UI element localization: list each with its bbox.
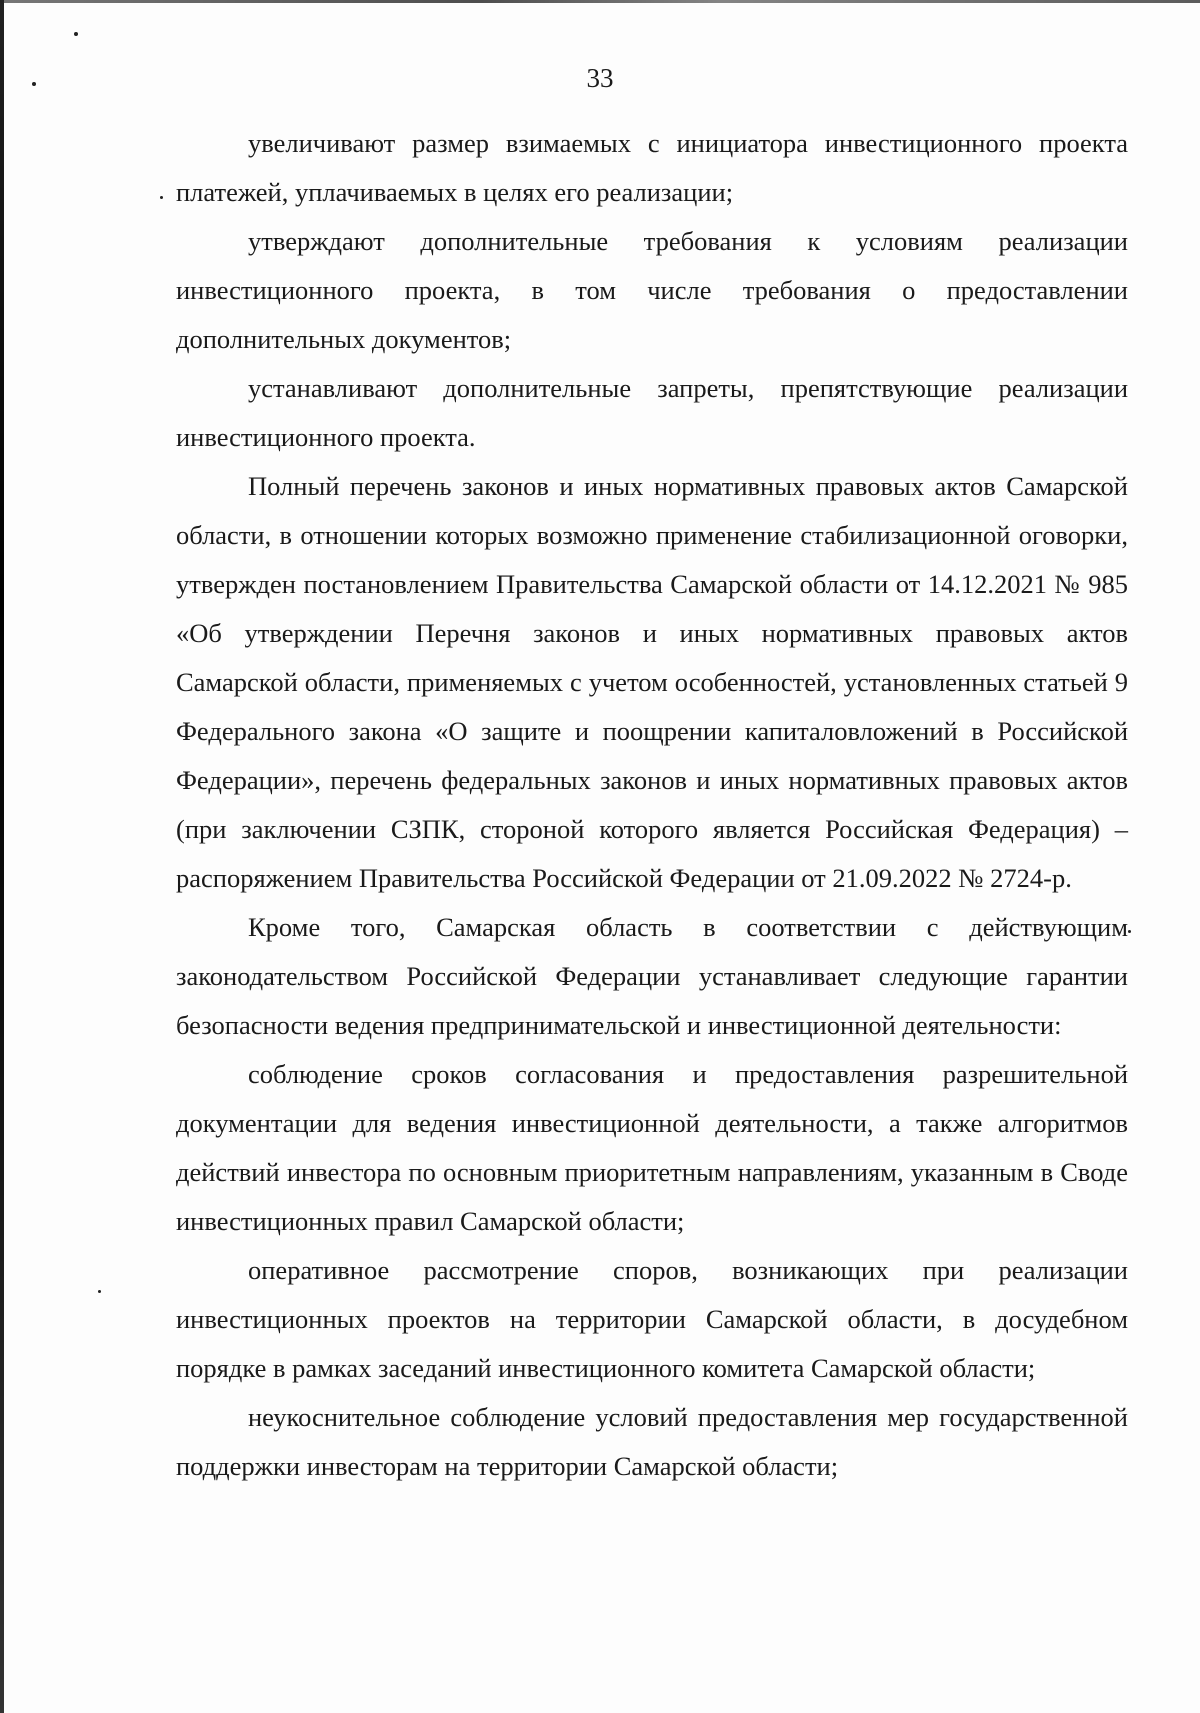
paragraph: оперативное рассмотрение споров, возникающих при реализации инвестиционных проектов на территории Самарской области, в досудебном порядке в рамках заседаний инвестиционного комитета Самарской области; <box>176 1255 1128 1383</box>
paragraph: соблюдение сроков согласования и предоставления разрешительной документации для ведения инвестиционной деятельности, а также алгоритмов действий инвестора по основным приоритетным направлениям, указанным в Своде инвестиционных правил Самарской области; <box>176 1059 1128 1236</box>
paragraph: устанавливают дополнительные запреты, препятствующие реализации инвестиционного проекта. <box>176 373 1128 452</box>
paragraph: неукоснительное соблюдение условий предоставления мер государственной поддержки инвесторам на территории Самарской области; <box>176 1402 1128 1481</box>
scan-speck <box>1128 930 1131 933</box>
scan-speck <box>98 1290 101 1293</box>
scan-speck <box>160 196 163 199</box>
paragraph: утверждают дополнительные требования к условиям реализации инвестиционного проекта, в том числе требования о предоставлении дополнительных документов; <box>176 226 1128 354</box>
page-number: 33 <box>586 63 614 93</box>
scan-left-edge <box>0 0 4 1713</box>
scan-top-edge <box>0 0 1200 3</box>
document-body <box>176 119 1128 1491</box>
paragraph: Полный перечень законов и иных нормативных правовых актов Самарской области, в отношении которых возможно применение стабилизационной оговорки, утвержден постановлением Правительства Самарской области от 14.12.2021 № 985 «Об утверждении Перечня законов и иных нормативных правовых актов Самарской области, применяемых с учетом особенностей, установленных статьей 9 Федерального закона «О защите и поощрении капиталовложений в Российской Федерации», перечень федеральных законов и иных нормативных правовых актов (при заключении СЗПК, стороной которого является Российская Федерация) – распоряжением Правительства Российской Федерации от 21.09.2022 № 2724-р. <box>176 471 1128 893</box>
paragraph: увеличивают размер взимаемых с инициатора инвестиционного проекта платежей, уплачиваемых в целях его реализации; <box>176 128 1128 207</box>
scan-speck <box>74 32 78 36</box>
paragraph: Кроме того, Самарская область в соответствии с действующим законодательством Российской Федерации устанавливает следующие гарантии безопасности ведения предпринимательской и инвестиционной деятельности: <box>176 912 1128 1040</box>
